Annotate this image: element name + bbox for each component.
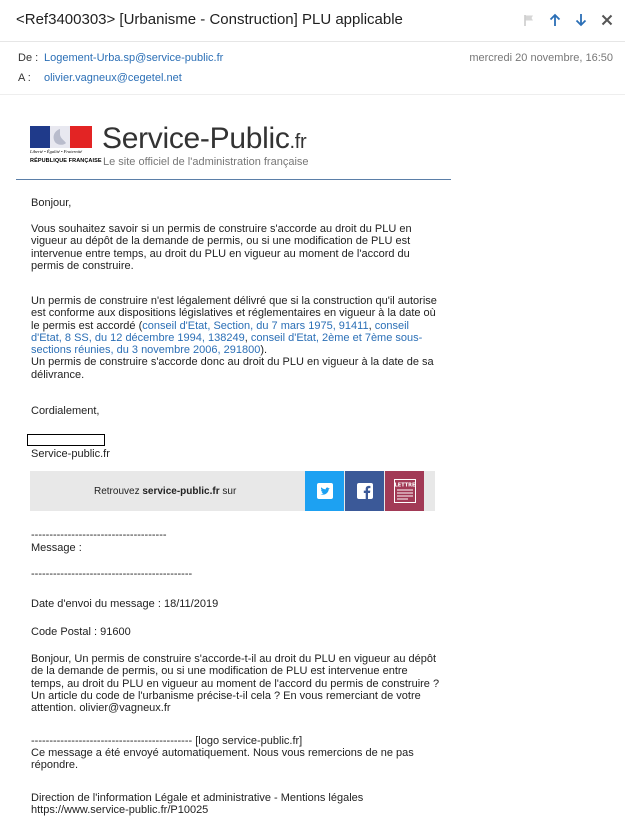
facebook-button[interactable] bbox=[345, 471, 384, 511]
from-label: De : bbox=[18, 52, 39, 64]
republic-name: RÉPUBLIQUE FRANÇAISE bbox=[30, 158, 102, 164]
separator-1: , bbox=[368, 319, 375, 332]
republic-motto: Liberté • Égalité • Fraternité bbox=[30, 149, 83, 154]
signature: Service-public.fr bbox=[31, 448, 110, 460]
newsletter-icon bbox=[394, 479, 416, 503]
message-label: Message : bbox=[31, 542, 82, 554]
social-text-pre: Retrouvez bbox=[94, 486, 143, 497]
subject-actions bbox=[521, 10, 615, 30]
twitter-icon bbox=[317, 483, 333, 499]
flag-icon[interactable] bbox=[521, 10, 537, 30]
twitter-button[interactable] bbox=[305, 471, 344, 511]
brand-title-main: Service-Public bbox=[102, 122, 290, 155]
paragraph-2 bbox=[31, 295, 441, 381]
facebook-icon bbox=[357, 483, 373, 499]
to-label: A : bbox=[18, 72, 31, 84]
social-banner bbox=[30, 471, 435, 511]
email-header bbox=[0, 42, 625, 95]
greeting: Bonjour, bbox=[31, 197, 72, 209]
direction-line: Direction de l'information Légale et administrative - Mentions légales bbox=[31, 792, 364, 804]
from-row bbox=[18, 52, 223, 64]
message-postal-code: Code Postal : 91600 bbox=[31, 626, 131, 638]
brand-title-suffix: .fr bbox=[289, 131, 307, 153]
recipient-address[interactable]: olivier.vagneux@cegetel.net bbox=[44, 72, 182, 84]
marianne-logo bbox=[30, 126, 102, 172]
paragraph-2-close: ). bbox=[260, 344, 268, 357]
message-send-date: Date d'envoi du message : 18/11/2019 bbox=[31, 598, 219, 610]
brand-title bbox=[102, 122, 306, 156]
redacted-name-box bbox=[27, 434, 105, 446]
service-public-logo bbox=[16, 118, 451, 180]
brand-subtitle: Le site officiel de l'administration française bbox=[103, 156, 309, 168]
conseil-etat-2006-link[interactable]: conseil d'Etat, 2ème et 7ème sous-sections réunies, du 3 novembre 2006, 291800 bbox=[31, 331, 423, 357]
close-icon[interactable] bbox=[599, 10, 615, 30]
email-subject: <Ref3400303> [Urbanisme - Construction] PLU applicable bbox=[16, 11, 403, 28]
email-date: mercredi 20 novembre, 16:50 bbox=[469, 52, 613, 64]
paragraph-2-conclusion: Un permis de construire s'accorde donc au droit du PLU en vigueur à la date de sa délivrance. bbox=[31, 356, 434, 381]
message-separator-top: ------------------------------------- bbox=[31, 529, 167, 541]
paragraph-1: Vous souhaitez savoir si un permis de construire s'accorde au droit du PLU en vigueur au dépôt de la demande de permis, ou si une modification de PLU est intervenue entre temps, au droit du PLU en vigueur au moment de l'accord du permis de construire. bbox=[31, 223, 412, 272]
next-arrow-icon[interactable] bbox=[573, 10, 589, 30]
email-body bbox=[0, 96, 625, 829]
message-footer-separator: -------------------------------------------- [logo service-public.fr] bbox=[31, 735, 303, 747]
closing: Cordialement, bbox=[31, 405, 100, 417]
newsletter-label: LETTRE bbox=[394, 482, 415, 489]
social-text-brand: service-public.fr bbox=[142, 486, 220, 497]
conseil-etat-1994-link[interactable]: conseil d'Etat, 8 SS, du 12 décembre 1994, 138249 bbox=[31, 319, 409, 344]
conseil-etat-1975-link[interactable]: conseil d'Etat, Section, du 7 mars 1975, 91411 bbox=[142, 319, 369, 332]
social-text-post: sur bbox=[219, 486, 237, 497]
french-flag-icon bbox=[30, 126, 92, 148]
paragraph-2-text: Un permis de construire n'est légalement délivré que si la construction qu'il autorise est conforme aux dispositions législatives et réglementaires en vigueur à la date où le permis est accordé ( bbox=[31, 295, 437, 332]
message-separator-2: -------------------------------------------- bbox=[31, 568, 193, 580]
message-question: Bonjour, Un permis de construire s'accorde-t-il au droit du PLU en vigueur au dépôt de la demande de permis, ou si une modification de PLU est intervenue entre temps, au droit du PLU en vigueur au moment de l'accord du permis de construire ? Un article du code de l'urbanisme précise-t-il cela ? En vous remerciant de votre attention. olivier@vagneux.fr bbox=[31, 653, 440, 715]
newsletter-button[interactable] bbox=[385, 471, 424, 511]
subject-bar bbox=[0, 0, 625, 42]
previous-arrow-icon[interactable] bbox=[547, 10, 563, 30]
sender-address[interactable]: Logement-Urba.sp@service-public.fr bbox=[44, 52, 224, 64]
auto-message-notice: Ce message a été envoyé automatiquement. Nous vous remercions de ne pas répondre. bbox=[31, 747, 414, 772]
separator-2: , bbox=[244, 331, 251, 344]
social-text bbox=[94, 486, 236, 497]
to-row bbox=[18, 72, 182, 84]
footer-url[interactable]: https://www.service-public.fr/P10025 bbox=[31, 804, 209, 816]
